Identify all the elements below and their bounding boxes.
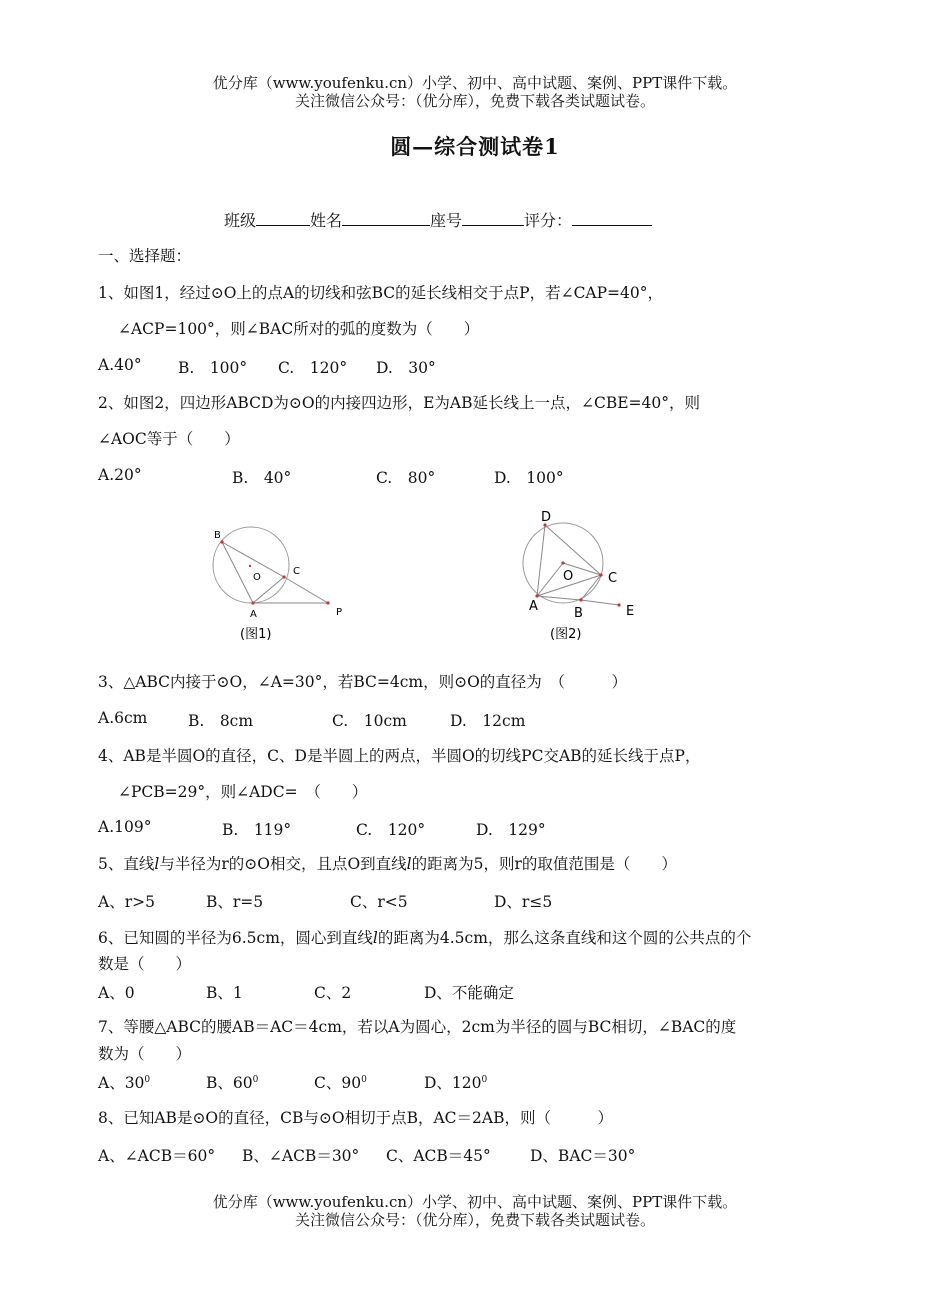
q3-option-a[interactable]: A.6cm — [98, 709, 148, 727]
fig2-radius-oa — [537, 563, 563, 596]
fig1-label-o: O — [253, 572, 261, 583]
header-line-1: 优分库（www.youfenku.cn）小学、初中、高中试题、案例、PPT课件下载。 — [212, 74, 738, 92]
fig2-label-d: D — [541, 510, 552, 525]
q4-option-b[interactable]: B. 119° — [222, 821, 292, 839]
name-blank[interactable] — [342, 209, 430, 226]
q6-text-pre: 6、已知圆的半径为6.5cm，圆心到直线 — [98, 929, 373, 947]
q5-var-l-2: l — [406, 855, 412, 873]
q5-option-c[interactable]: C、r<5 — [350, 893, 408, 911]
q3-option-c[interactable]: C. 10cm — [332, 712, 407, 730]
q1-line-1: 1、如图1，经过⊙O上的点A的切线和弦BC的延长线相交于点P，若∠CAP=40°， — [98, 284, 664, 302]
fig2-side-dc — [545, 525, 601, 575]
score-blank[interactable] — [572, 209, 652, 226]
q7-option-c-text: C、90 — [314, 1074, 362, 1092]
fig2-label-o: O — [563, 569, 574, 584]
fig2-label-b: B — [574, 606, 583, 621]
fig2-label-c: C — [608, 571, 618, 586]
q8-line-1: 8、已知AB是⊙O的直径，CB与⊙O相切于点B，AC＝2AB，则（ ） — [98, 1109, 613, 1127]
q7-option-d-degree: 0 — [481, 1074, 488, 1085]
q7-option-c[interactable] — [314, 1071, 367, 1093]
q6-option-b[interactable]: B、1 — [206, 984, 243, 1002]
q6-line-1 — [98, 927, 751, 949]
fig1-chord-extension — [284, 577, 328, 603]
q4-option-c[interactable]: C. 120° — [356, 821, 426, 839]
q2-option-d[interactable]: D. 100° — [494, 469, 564, 487]
q7-line-1: 7、等腰△ABC的腰AB＝AC＝4cm，若以A为圆心，2cm为半径的圆与BC相切，∠BAC的度 — [98, 1018, 737, 1036]
q7-option-c-degree: 0 — [361, 1074, 367, 1085]
q2-line-2: ∠AOC等于（ ） — [98, 430, 240, 448]
q7-option-a[interactable] — [98, 1071, 150, 1093]
q7-option-d-text: D、120 — [424, 1074, 482, 1092]
q5-text-pre: 5、直线 — [98, 855, 155, 873]
q1-line-2: ∠ACP=100°，则∠BAC所对的弧的度数为（ ） — [118, 320, 480, 338]
figure-2 — [515, 505, 655, 645]
section-heading: 一、选择题： — [98, 247, 192, 265]
fig1-caption: (图1) — [240, 627, 272, 642]
fig1-point-p — [326, 601, 329, 604]
fig2-point-c — [599, 573, 602, 576]
seat-label: 座号 — [430, 211, 463, 230]
q7-option-b-degree: 0 — [252, 1074, 259, 1085]
q6-text-post: 的距离为4.5cm，那么这条直线和这个圆的公共点的个 — [377, 929, 752, 947]
q2-option-c[interactable]: C. 80° — [376, 469, 436, 487]
q4-line-1: 4、AB是半圆O的直径，C、D是半圆上的两点，半圆O的切线PC交AB的延长线于点P， — [98, 747, 701, 765]
fig1-label-b: B — [214, 530, 221, 541]
q6-option-a[interactable]: A、0 — [98, 984, 135, 1002]
fig1-label-p: P — [336, 607, 343, 618]
student-info-line — [224, 208, 652, 231]
q6-line-2: 数是（ ） — [98, 955, 192, 973]
header-line-2: 关注微信公众号：（优分库），免费下载各类试题试卷。 — [294, 92, 655, 110]
q3-option-d[interactable]: D. 12cm — [450, 712, 526, 730]
q1-option-b[interactable]: B. 100° — [178, 359, 248, 377]
q8-option-a[interactable]: A、∠ACB＝60° — [98, 1147, 216, 1165]
fig2-label-a: A — [529, 599, 538, 614]
fig1-point-o — [249, 565, 251, 567]
footer-line-1: 优分库（www.youfenku.cn）小学、初中、高中试题、案例、PPT课件下载。 — [212, 1193, 738, 1211]
q7-option-a-degree: 0 — [144, 1074, 151, 1085]
q5-text-post: 的距离为5，则r的取值范围是（ ） — [411, 855, 677, 873]
footer-line-2: 关注微信公众号：（优分库），免费下载各类试题试卷。 — [294, 1211, 655, 1229]
q8-option-d[interactable]: D、BAC＝30° — [530, 1147, 636, 1165]
q8-option-b[interactable]: B、∠ACB＝30° — [242, 1147, 360, 1165]
score-label: 评分： — [524, 211, 573, 230]
fig2-label-e: E — [626, 604, 635, 619]
q4-line-2: ∠PCB=29°，则∠ADC= （ ） — [118, 783, 368, 801]
fig2-point-o — [561, 561, 564, 564]
name-label: 姓名 — [310, 211, 343, 230]
q2-option-b[interactable]: B. 40° — [232, 469, 292, 487]
fig2-caption: (图2) — [550, 627, 582, 642]
q1-option-d[interactable]: D. 30° — [376, 359, 436, 377]
q2-line-1: 2、如图2，四边形ABCD为⊙O的内接四边形，E为AB延长线上一点，∠CBE=40°，则 — [98, 394, 700, 412]
q2-option-a[interactable]: A.20° — [98, 466, 142, 484]
q7-option-b-text: B、60 — [206, 1074, 253, 1092]
page-title: 圆—综合测试卷1 — [390, 134, 560, 159]
q7-option-a-text: A、30 — [98, 1074, 145, 1092]
class-label: 班级 — [224, 211, 257, 230]
q7-option-b[interactable] — [206, 1071, 258, 1093]
q1-option-a[interactable]: A.40° — [98, 356, 142, 374]
fig1-label-c: C — [293, 566, 300, 577]
fig2-point-e — [617, 603, 620, 606]
q7-option-d[interactable] — [424, 1071, 487, 1093]
q5-var-l: l — [154, 855, 160, 873]
q5-option-a[interactable]: A、r>5 — [98, 893, 155, 911]
q6-option-c[interactable]: C、2 — [314, 984, 352, 1002]
fig1-point-b — [220, 540, 223, 543]
figure-1 — [200, 520, 360, 650]
seat-blank[interactable] — [462, 209, 524, 226]
fig1-circle — [213, 527, 289, 603]
q5-option-b[interactable]: B、r=5 — [206, 893, 264, 911]
fig1-point-a — [251, 601, 254, 604]
fig1-point-c — [282, 575, 285, 578]
q8-option-c[interactable]: C、ACB＝45° — [386, 1147, 491, 1165]
fig1-label-a: A — [250, 609, 257, 620]
fig2-point-b — [579, 598, 582, 601]
q1-option-c[interactable]: C. 120° — [278, 359, 348, 377]
q7-line-2: 数为（ ） — [98, 1045, 192, 1063]
class-blank[interactable] — [256, 209, 310, 226]
q3-line-1: 3、△ABC内接于⊙O，∠A=30°，若BC=4cm，则⊙O的直径为 （ ） — [98, 673, 628, 691]
fig2-extension-be — [581, 600, 619, 605]
q3-option-b[interactable]: B. 8cm — [188, 712, 254, 730]
fig2-side-da — [537, 525, 545, 596]
q6-var-l: l — [372, 929, 378, 947]
q5-line-1 — [98, 853, 677, 875]
q4-option-a[interactable]: A.109° — [98, 818, 152, 836]
q4-option-d[interactable]: D. 129° — [476, 821, 546, 839]
q5-text-mid: 与半径为r的⊙O相交，且点O到直线 — [159, 855, 407, 873]
q6-option-d[interactable]: D、不能确定 — [424, 984, 514, 1002]
fig2-point-a — [535, 594, 538, 597]
q5-option-d[interactable]: D、r≤5 — [494, 893, 553, 911]
